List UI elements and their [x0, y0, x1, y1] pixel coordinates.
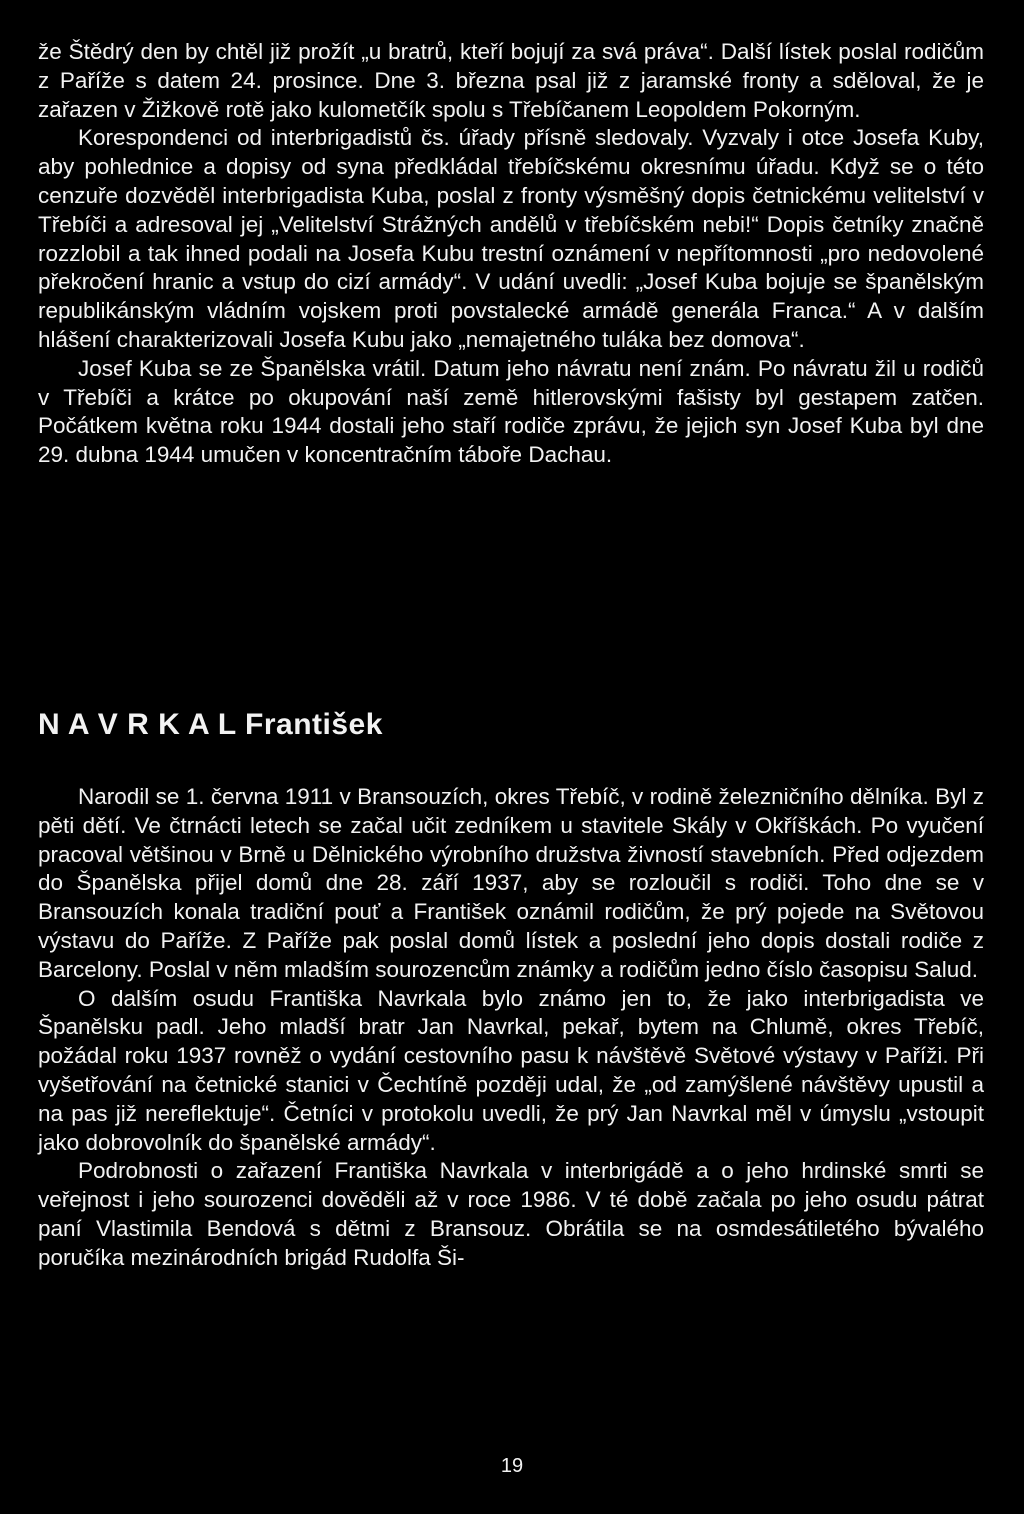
paragraph: O dalším osudu Františka Navrkala bylo známo jen to, že jako interbrigadista ve Španělsku padl. Jeho mladší bratr Jan Navrkal, pekař, bytem na Chlumě, okres Třebíč, požádal roku 1937 rovněž o vydání cestovního pasu k návštěvě Světové výstavy v Paříži. Při vyšetřování na četnické stanici v Čechtíně později udal, že „od zamýšlené návštěvy upustil a na pas již nereflektuje“. Četníci v protokolu uvedli, že prý Jan Navrkal měl v úmyslu „vstoupit jako dobrovolník do španělské armády“. — [38, 985, 984, 1155]
paragraph: Korespondenci od interbrigadistů čs. úřady přísně sledovaly. Vyzvaly i otce Josefa Kuby, aby pohlednice a dopisy od syna předkládal třebíčskému okresnímu úřadu. Když se o této cenzuře dozvěděl interbrigadista Kuba, poslal z fronty výsměšný dopis četnickému velitelství v Třebíči a adresoval jej „Velitelství Strážných andělů v třebíčském nebi!“ Dopis četníky značně rozzlobil a tak ihned podali na Josefa Kubu trestní oznámení v nepřítomnosti „pro nedovolené překročení hranic a vstup do cizí armády“. V udání uvedli: „Josef Kuba bojuje se španělským republikánským vládním vojskem proti povstalecké armádě generála Franca.“ A v dalším hlášení charakterizovali Josefa Kubu jako „nemajetného tuláka bez domova“. — [38, 125, 984, 352]
paragraph: Narodil se 1. června 1911 v Bransouzích, okres Třebíč, v rodině železničního dělníka. Byl z pěti dětí. Ve čtrnácti letech se začal učit zedníkem u stavitele Skály v Okříškách. Po vyučení pracoval většinou v Brně u Dělnického výrobního družstva živností stavebních. Před odjezdem do Španělska přijel domů dne 28. září 1937, aby se rozloučil s rodiči. Toho dne se v Bransouzích konala tradiční pouť a František oznámil rodičům, že prý pojede na Světovou výstavu do Paříže. Z Paříže pak poslal domů lístek a poslední jeho dopis dostali rodiče z Barcelony. Poslal v něm mladším sourozencům známky a rodičům jedno číslo časopisu Salud. — [38, 784, 984, 982]
section-navrkal-text — [38, 783, 984, 1273]
paragraph: Josef Kuba se ze Španělska vrátil. Datum jeho návratu není znám. Po návratu žil u rodičů v Třebíči a krátce po okupování naší země hitlerovskými fašisty byl gestapem zatčen. Počátkem května roku 1944 dostali jeho staří rodiče zprávu, že jejich syn Josef Kuba byl dne 29. dubna 1944 umučen v koncentračním táboře Dachau. — [38, 355, 984, 468]
paragraph: že Štědrý den by chtěl již prožít „u bratrů, kteří bojují za svá práva“. Další lístek poslal rodičům z Paříže s datem 24. prosince. Dne 3. března psal již z jaramské fronty a sděloval, že je zařazen v Žižkově rotě jako kulometčík spolu s Třebíčanem Leopoldem Pokorným. — [38, 39, 984, 122]
section-kuba-text — [38, 38, 984, 470]
section-heading-navrkal: N A V R K A L František — [38, 708, 383, 741]
page-number: 19 — [500, 1455, 524, 1477]
paragraph: Podrobnosti o zařazení Františka Navrkala v interbrigádě a o jeho hrdinské smrti se veřejnost i jeho sourozenci dověděli až v roce 1986. V té době začala po jeho osudu pátrat paní Vlastimila Bendová s dětmi z Bransouz. Obrátila se na osmdesátiletého bývalého poručíka mezinárodních brigád Rudolfa Ši- — [38, 1158, 984, 1270]
